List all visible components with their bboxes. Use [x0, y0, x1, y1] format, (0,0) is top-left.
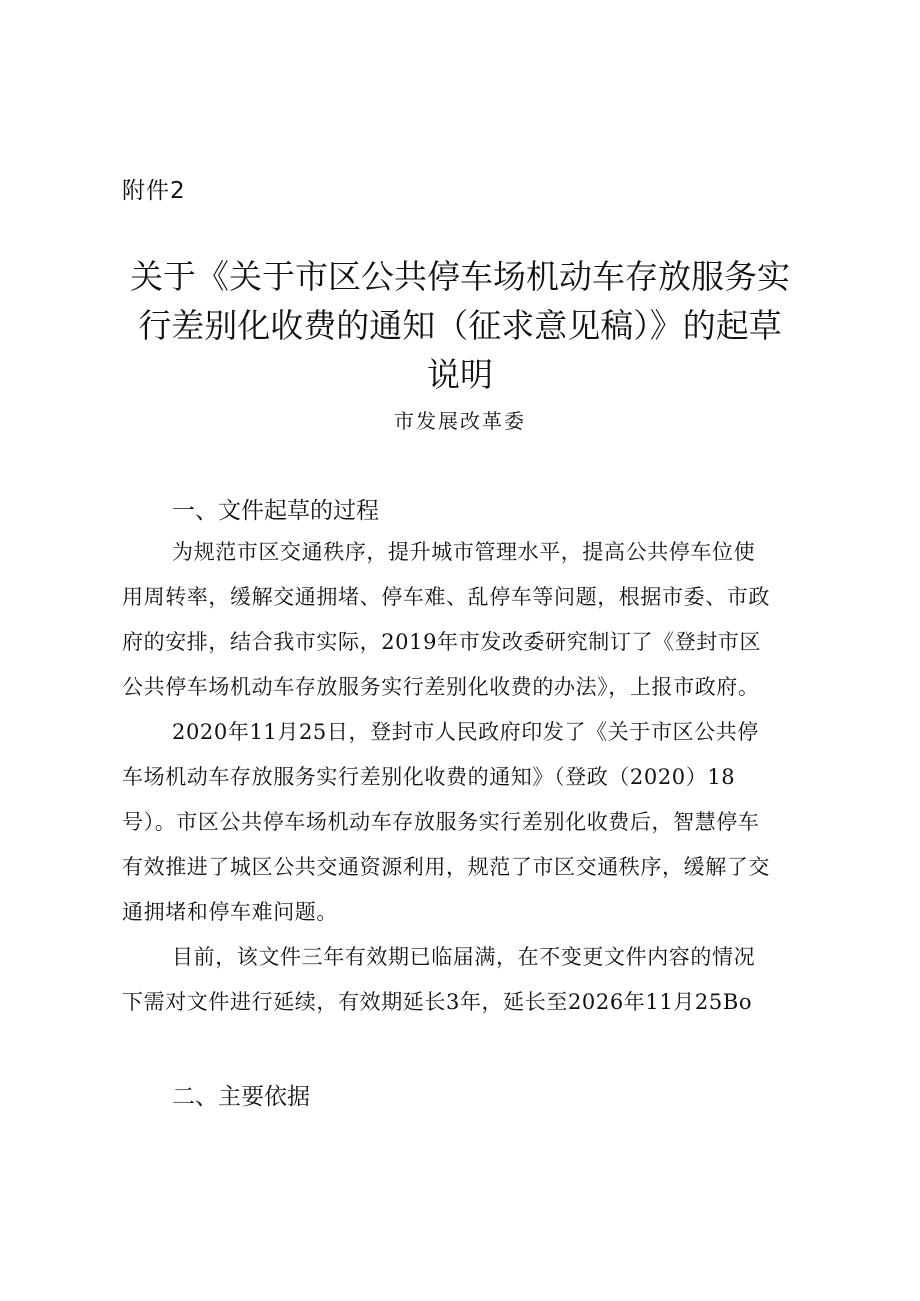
section-heading-process: 一、文件起草的过程 [172, 498, 379, 524]
paragraph-line: 通拥堵和停车难问题。 [122, 900, 338, 924]
paragraph-line: 为规范市区交通秩序，提升城市管理水平，提高公共停车位使 [172, 540, 756, 564]
paragraph-line: 目前，该文件三年有效期已临届满，在不变更文件内容的情况 [172, 945, 756, 969]
paragraph-extension [122, 935, 822, 1025]
paragraph-line: 2020年11月25日，登封市人民政府印发了《关于市区公共停 [172, 720, 759, 744]
paragraph-line: 号）。市区公共停车场机动车存放服务实行差别化收费后，智慧停车 [122, 810, 760, 834]
paragraph-line: 车场机动车存放服务实行差别化收费的通知》（登政（2020）18 [122, 765, 736, 789]
paragraph-line: 有效推进了城区公共交通资源利用，规范了市区交通秩序，缓解了交 [122, 855, 770, 879]
paragraph-line: 用周转率，缓解交通拥堵、停车难、乱停车等问题，根据市委、市政 [122, 585, 770, 609]
paragraph-line: 府的安排，结合我市实际，2019年市发改委研究制订了《登封市区 [122, 630, 762, 654]
paragraph-line: 公共停车场机动车存放服务实行差别化收费的办法》，上报市政府。 [122, 675, 760, 699]
paragraph-background [122, 530, 822, 710]
issuing-department: 市发展改革委 [394, 409, 526, 433]
paragraph-line: 下需对文件进行延续，有效期延长3年，延长至2026年11月25Bo [122, 990, 753, 1014]
section-heading-basis: 二、主要依据 [172, 1084, 310, 1110]
paragraph-issuance [122, 710, 822, 935]
title-line: 说明 [427, 355, 493, 394]
title-line: 行差别化收费的通知（征求意见稿）》的起草 [138, 306, 782, 345]
title-line: 关于《关于市区公共停车场机动车存放服务实 [130, 257, 790, 296]
attachment-label: 附件2 [122, 178, 186, 204]
document-title [110, 252, 810, 399]
